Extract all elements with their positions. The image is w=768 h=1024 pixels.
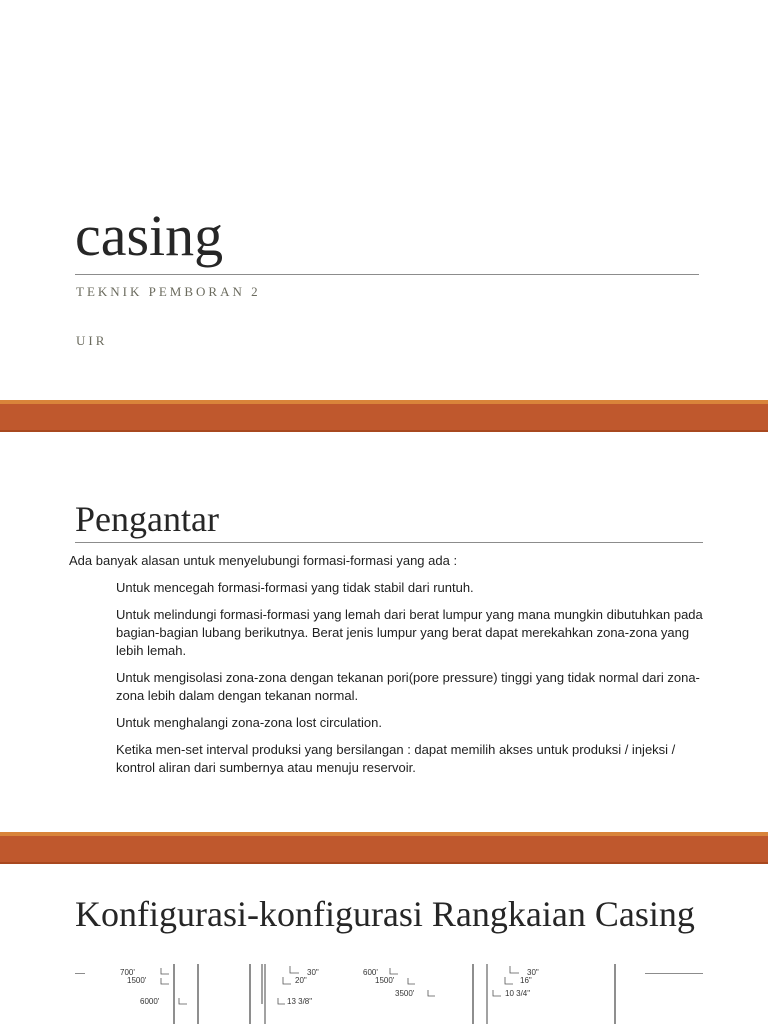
slide-separator	[0, 832, 768, 864]
shoe-marker	[505, 977, 513, 984]
shoe-marker	[161, 978, 169, 984]
size-label: 30"	[307, 968, 319, 977]
list-item: Ketika men-set interval produksi yang bersilangan : dapat memilih akses untuk produksi / injeksi / kontrol aliran dari sumbernya atau menuju reservoir.	[116, 742, 676, 775]
size-label: 13 3/8"	[287, 997, 313, 1006]
shoe-marker	[290, 966, 299, 973]
shoe-marker	[283, 977, 291, 984]
shoe-marker	[408, 978, 415, 984]
depth-label: 1500'	[375, 976, 395, 985]
list-item: Untuk menghalangi zona-zona lost circulation.	[116, 715, 382, 730]
shoe-marker	[161, 968, 169, 974]
intro-slide	[0, 432, 768, 832]
size-label: 16"	[520, 976, 532, 985]
title-divider	[75, 274, 699, 275]
presentation-title: casing	[75, 203, 224, 268]
list-item: Untuk mengisolasi zona-zona dengan tekanan pori(pore pressure) tinggi yang tidak normal dari zona-zona lebih dalam dengan tekanan normal.	[116, 670, 700, 703]
configuration-slide	[0, 864, 768, 1024]
shoe-marker	[179, 998, 187, 1004]
slide-separator	[0, 400, 768, 432]
shoe-marker	[390, 968, 398, 974]
slide-title: Konfigurasi-konfigurasi Rangkaian Casing	[75, 894, 695, 934]
list-item: Untuk mencegah formasi-formasi yang tidak stabil dari runtuh.	[116, 580, 474, 595]
depth-label: 1500'	[127, 976, 147, 985]
intro-text: Ada banyak alasan untuk menyelubungi formasi-formasi yang ada :	[69, 553, 458, 568]
title-divider	[645, 973, 703, 974]
shoe-marker	[493, 990, 501, 996]
title-slide	[0, 0, 768, 400]
list-item: Untuk melindungi formasi-formasi yang lemah dari berat lumpur yang mana mungkin dibutuhkan pada bagian-bagian lubang berikutnya. Berat jenis lumpur yang berat dapat merekahkan zona-zona yang lebih lemah.	[116, 607, 703, 658]
title-divider	[75, 542, 703, 543]
course-subtitle: TEKNIK PEMBORAN 2	[76, 284, 261, 299]
reason-list	[116, 579, 706, 786]
size-label: 20"	[295, 976, 307, 985]
shoe-marker	[278, 998, 285, 1004]
size-label: 30"	[527, 968, 539, 977]
depth-label: 6000'	[140, 997, 160, 1006]
casing-configuration-diagram	[75, 964, 645, 1024]
depth-label: 3500'	[395, 989, 415, 998]
depth-label: 700'	[120, 968, 135, 977]
shoe-marker	[510, 966, 519, 973]
institution-label: UIR	[76, 333, 108, 348]
size-label: 10 3/4"	[505, 989, 531, 998]
slide-title: Pengantar	[75, 499, 219, 539]
shoe-marker	[428, 990, 435, 996]
depth-label: 600'	[363, 968, 378, 977]
